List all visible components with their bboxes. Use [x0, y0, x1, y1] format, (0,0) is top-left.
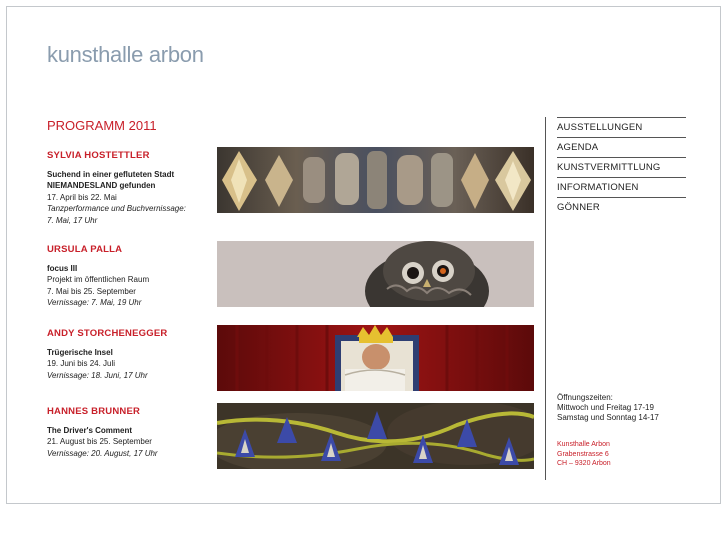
address-line: Kunsthalle Arbon — [557, 441, 610, 448]
event-artist[interactable]: ANDY STORCHENEGGER — [47, 328, 168, 339]
nav-item-goenner[interactable]: GÖNNER — [557, 197, 686, 217]
event-artist[interactable]: URSULA PALLA — [47, 244, 123, 255]
event-image-palla[interactable] — [217, 241, 534, 307]
event-image-hostettler[interactable] — [217, 147, 534, 213]
event-image-storchenegger[interactable] — [217, 325, 534, 391]
nav-item-ausstellungen[interactable]: AUSSTELLUNGEN — [557, 117, 686, 137]
sidebar-divider — [545, 117, 546, 480]
event-work: Trügerische Insel — [47, 347, 113, 357]
event-work: The Driver's Comment — [47, 425, 133, 435]
event-subtitle: Projekt im öffentlichen Raum — [47, 275, 150, 284]
address-line: CH – 9320 Arbon — [557, 460, 611, 467]
event-entry — [47, 244, 212, 309]
hours-line: Samstag und Sonntag 14-17 — [557, 413, 659, 422]
event-note: Vernissage: 7. Mai, 19 Uhr — [47, 298, 142, 307]
event-image-brunner[interactable] — [217, 403, 534, 469]
event-note: Vernissage: 18. Juni, 17 Uhr — [47, 370, 148, 380]
event-work: NIEMANDESLAND gefunden — [47, 181, 156, 190]
event-note: 7. Mai, 17 Uhr — [47, 215, 98, 225]
main-nav — [557, 117, 686, 217]
event-note: Vernissage: 20. August, 17 Uhr — [47, 448, 158, 458]
event-dates: 7. Mai bis 25. September — [47, 286, 136, 296]
opening-hours — [557, 393, 707, 423]
hours-line: Mittwoch und Freitag 17-19 — [557, 403, 654, 412]
event-work: Suchend in einer gefluteten Stadt — [47, 169, 175, 179]
hours-line: Öffnungszeiten: — [557, 393, 613, 402]
event-entry — [47, 150, 212, 226]
event-work: focus III — [47, 263, 78, 273]
event-entry — [47, 328, 212, 381]
nav-item-informationen[interactable]: INFORMATIONEN — [557, 177, 686, 197]
event-entry — [47, 406, 212, 459]
event-dates: 19. Juni bis 24. Juli — [47, 359, 116, 368]
nav-item-agenda[interactable]: AGENDA — [557, 137, 686, 157]
event-dates: 17. April bis 22. Mai — [47, 192, 117, 202]
site-logo[interactable]: kunsthalle arbon — [47, 42, 204, 67]
address-line: Grabenstrasse 6 — [557, 450, 609, 458]
event-dates: 21. August bis 25. September — [47, 437, 152, 446]
nav-item-kunstvermittlung[interactable]: KUNSTVERMITTLUNG — [557, 157, 686, 177]
event-artist[interactable]: SYLVIA HOSTETTLER — [47, 150, 150, 161]
program-title: PROGRAMM 2011 — [47, 118, 157, 133]
address — [557, 440, 707, 469]
event-artist[interactable]: HANNES BRUNNER — [47, 406, 141, 417]
event-note: Tanzperformance und Buchvernissage: — [47, 204, 186, 213]
